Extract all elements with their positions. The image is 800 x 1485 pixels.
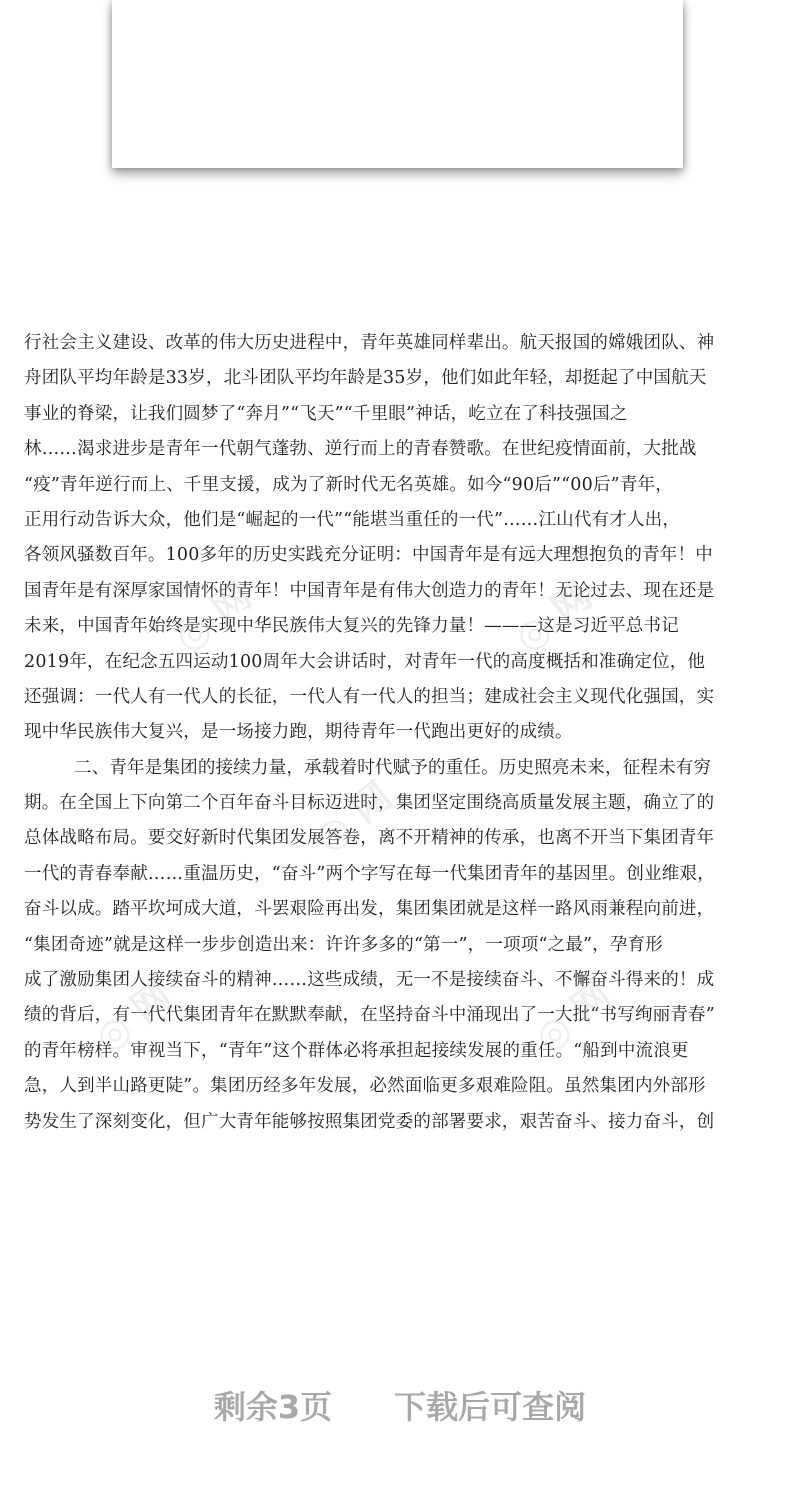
watermark-logo: ◎ 网 bbox=[306, 773, 400, 861]
watermark-logo: ◎ 网 bbox=[86, 973, 180, 1061]
watermark-logo: ◎ 网 bbox=[526, 973, 620, 1061]
text-line: 未来，中国青年始终是实现中华民族伟大复兴的先锋力量！———这是习近平总书记 bbox=[24, 616, 679, 637]
text-line: 的青年榜样。审视当下，“青年”这个群体必将承担起接续发展的重任。“船到中流浪更 bbox=[24, 1040, 689, 1061]
paragraph-1 bbox=[24, 326, 776, 751]
watermark-logo: ◎ 网 bbox=[506, 573, 600, 661]
watermark-logo: ◎ 网 bbox=[166, 573, 260, 661]
text-line: 一代的青春奉献……重温历史，“奋斗”两个字写在每一代集团青年的基因里。创业维艰， bbox=[24, 863, 715, 884]
text-line: 奋斗以成。踏平坎坷成大道，斗罢艰险再出发，集团集团就是这样一路风雨兼程向前进， bbox=[24, 899, 715, 920]
text-line: 势发生了深刻变化，但广大青年能够按照集团党委的部署要求，艰苦奋斗、接力奋斗，创 bbox=[24, 1111, 715, 1132]
download-to-view-label: 下载后可查阅 bbox=[394, 1388, 587, 1426]
text-line: 国青年是有深厚家国情怀的青年！中国青年是有伟大创造力的青年！无论过去、现在还是 bbox=[24, 580, 715, 601]
text-line: 行社会主义建设、改革的伟大历史进程中，青年英雄同样辈出。航天报国的嫦娥团队、神 bbox=[24, 333, 715, 353]
paragraph-2 bbox=[24, 751, 776, 1140]
text-line: 总体战略布局。要交好新时代集团发展答卷，离不开精神的传承，也离不开当下集团青年 bbox=[24, 828, 715, 849]
document-body bbox=[24, 326, 776, 1140]
text-line: 各领风骚数百年。100多年的历史实践充分证明：中国青年是有远大理想抱负的青年！中 bbox=[24, 545, 713, 566]
text-line: 正用行动告诉大众，他们是“崛起的一代”“能堪当重任的一代”……江山代有才人出， bbox=[24, 509, 681, 530]
text-line: “集团奇迹”就是这样一步步创造出来：许许多多的“第一”，一项项“之最”，孕育形 bbox=[24, 934, 663, 955]
text-line: 急，人到半山路更陡”。集团历经多年发展，必然面临更多艰难险阻。虽然集团内外部形 bbox=[24, 1076, 706, 1097]
text-line: 林……渴求进步是青年一代朝气蓬勃、逆行而上的青春赞歌。在世纪疫情面前，大批战 bbox=[24, 439, 697, 460]
text-line: 2019年，在纪念五四运动100周年大会讲话时，对青年一代的高度概括和准确定位，他 bbox=[24, 651, 706, 672]
text-line: 成了激励集团人接续奋斗的精神……这些成绩，无一不是接续奋斗、不懈奋斗得来的！成 bbox=[24, 970, 715, 991]
text-line: 二、青年是集团的接续力量，承载着时代赋予的重任。历史照亮未来，征程未有穷 bbox=[74, 757, 712, 778]
text-line: 舟团队平均年龄是33岁，北斗团队平均年龄是35岁，他们如此年轻，却挺起了中国航天 bbox=[24, 368, 707, 389]
text-line: 绩的背后，有一代代集团青年在默默奉献，在坚持奋斗中涌现出了一大批“书写绚丽青春” bbox=[24, 1005, 715, 1026]
download-prompt[interactable] bbox=[0, 1382, 800, 1428]
text-line: “疫”青年逆行而上、千里支援，成为了新时代无名英雄。如今“90后”“00后”青年， bbox=[24, 474, 673, 495]
text-line: 还强调：一代人有一代人的长征，一代人有一代人的担当；建成社会主义现代化强国，实 bbox=[24, 686, 715, 707]
text-line: 事业的脊梁，让我们圆梦了“奔月”“飞天”“千里眼”神话，屹立在了科技强国之 bbox=[24, 403, 628, 424]
previous-page-preview bbox=[112, 0, 683, 168]
remaining-pages-label: 剩余3页 bbox=[213, 1388, 333, 1426]
text-line: 期。在全国上下向第二个百年奋斗目标迈进时，集团坚定围绕高质量发展主题，确立了的 bbox=[24, 793, 715, 814]
text-line: 现中华民族伟大复兴，是一场接力跑，期待青年一代跑出更好的成绩。 bbox=[24, 722, 573, 743]
